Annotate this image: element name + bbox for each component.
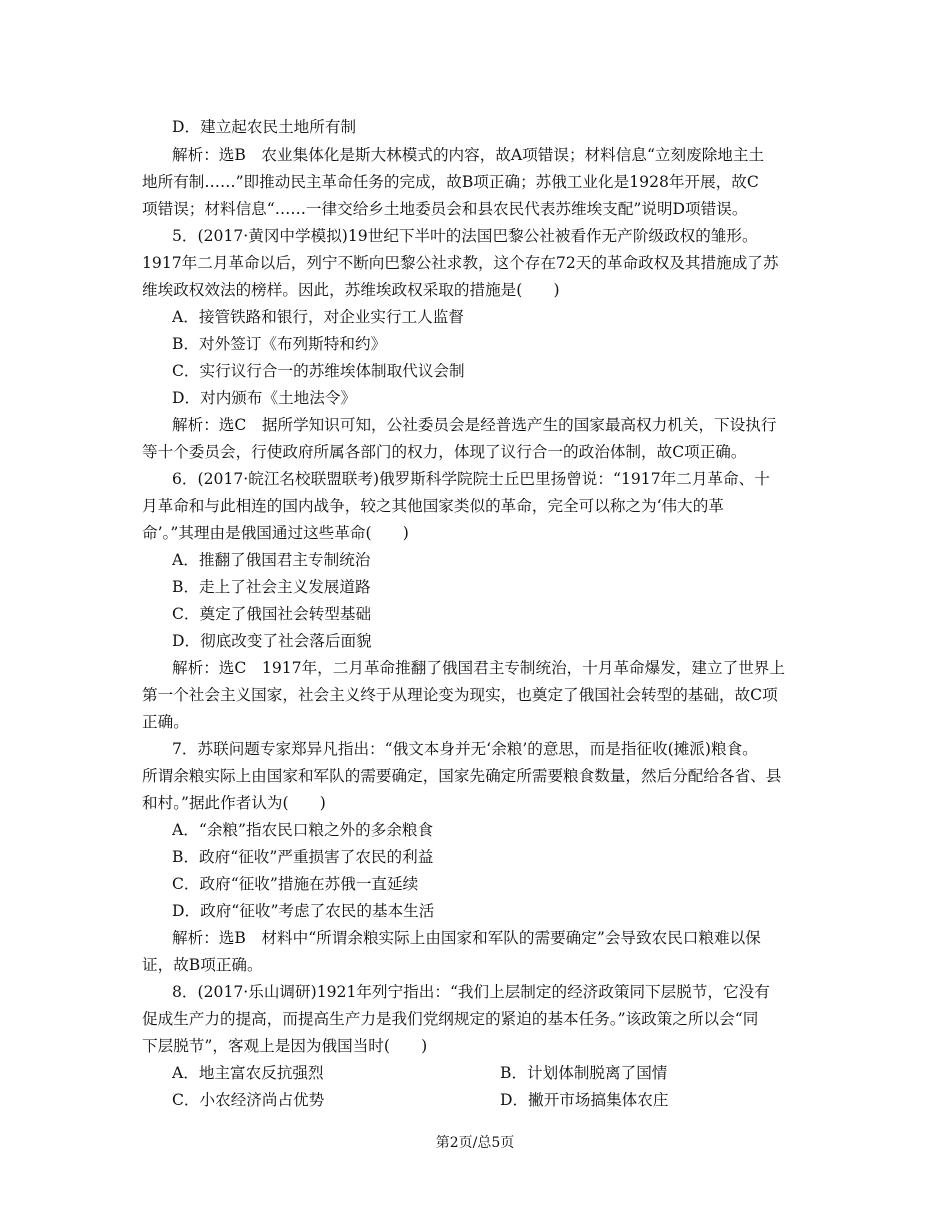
question-6: 6．(2017·皖江名校联盟联考)俄罗斯科学院院士丘巴里扬曾说：“1917年二月革命、十	[172, 470, 770, 488]
text-line: 所谓余粮实际上由国家和军队的需要确定，国家先确定所需要粮食数量，然后分配给各省、县	[142, 767, 782, 785]
option-c: C．小农经济尚占优势	[172, 1091, 325, 1109]
text-line: 项错误；材料信息“……一律交给乡土地委员会和县农民代表苏维埃支配”说明D项错误。	[142, 200, 748, 218]
option: A．接管铁路和银行，对企业实行工人监督	[172, 308, 464, 326]
text-line: 促成生产力的提高，而提高生产力是我们党纲规定的紧迫的基本任务。”该政策之所以会“同	[142, 1010, 759, 1028]
option-a: A．地主富农反抗强烈	[172, 1064, 324, 1082]
text-line: 正确。	[142, 713, 189, 731]
text-line: 等十个委员会，行使政府所属各部门的权力，体现了议行合一的政治体制，故C项正确。	[142, 443, 747, 461]
text-line: 解析：选B 材料中“所谓余粮实际上由国家和军队的需要确定”会导致农民口粮难以保	[172, 929, 761, 947]
option: C．实行议行合一的苏维埃体制取代议会制	[172, 362, 465, 380]
page-footer: 第2页/总5页	[435, 1135, 515, 1151]
text-line: 月革命和与此相连的国内战争，较之其他国家类似的革命，完全可以称之为‘伟大的革	[142, 497, 724, 515]
option: C．奠定了俄国社会转型基础	[172, 605, 372, 623]
option: A．“余粮”指农民口粮之外的多余粮食	[172, 821, 434, 839]
option-b: B．计划体制脱离了国情	[500, 1064, 668, 1082]
text-line: 解析：选C 据所学知识可知，公社委员会是经普选产生的国家最高权力机关，下设执行	[172, 416, 777, 434]
text-line: 证，故B项正确。	[142, 956, 263, 974]
option: C．政府“征收”措施在苏俄一直延续	[172, 875, 419, 893]
text-line: 解析：选B 农业集体化是斯大林模式的内容，故A项错误；材料信息“立刻废除地主土	[172, 146, 765, 164]
option-d: D．撇开市场搞集体农庄	[500, 1091, 669, 1109]
question-5: 5．(2017·黄冈中学模拟)19世纪下半叶的法国巴黎公社被看作无产阶级政权的雏形。	[172, 227, 758, 245]
text-line: 1917年二月革命以后，列宁不断向巴黎公社求教，这个存在72天的革命政权及其措施成了苏	[142, 254, 779, 272]
option: B．政府“征收”严重损害了农民的利益	[172, 848, 434, 866]
question-8: 8．(2017·乐山调研)1921年列宁指出：“我们上层制定的经济政策同下层脱节，它没有	[172, 983, 770, 1001]
text-line: 地所有制……”即推动民主革命任务的完成，故B项正确；苏俄工业化是1928年开展，故C	[142, 173, 759, 191]
text-line: 维埃政权效法的榜样。因此，苏维埃政权采取的措施是( )	[142, 281, 560, 299]
text-line: 解析：选C 1917年，二月革命推翻了俄国君主专制统治，十月革命爆发，建立了世界上	[172, 659, 785, 677]
option: D．政府“征收”考虑了农民的基本生活	[172, 902, 435, 920]
option: D．彻底改变了社会落后面貌	[172, 632, 372, 650]
text-line: 下层脱节”，客观上是因为俄国当时( )	[142, 1037, 428, 1055]
option: A．推翻了俄国君主专制统治	[172, 551, 371, 569]
question-7: 7．苏联问题专家郑异凡指出：“俄文本身并无‘余粮’的意思，而是指征收(摊派)粮食。	[172, 740, 758, 758]
option: B．走上了社会主义发展道路	[172, 578, 371, 596]
text-line: 和村。”据此作者认为( )	[142, 794, 326, 812]
option: B．对外签订《布列斯特和约》	[172, 335, 387, 353]
text-line: D．建立起农民土地所有制	[172, 118, 357, 136]
text-line: 命’。”其理由是俄国通过这些革命( )	[142, 524, 409, 542]
text-line: 第一个社会主义国家，社会主义终于从理论变为现实，也奠定了俄国社会转型的基础，故C项	[142, 686, 778, 704]
option: D．对内颁布《土地法令》	[172, 389, 357, 407]
